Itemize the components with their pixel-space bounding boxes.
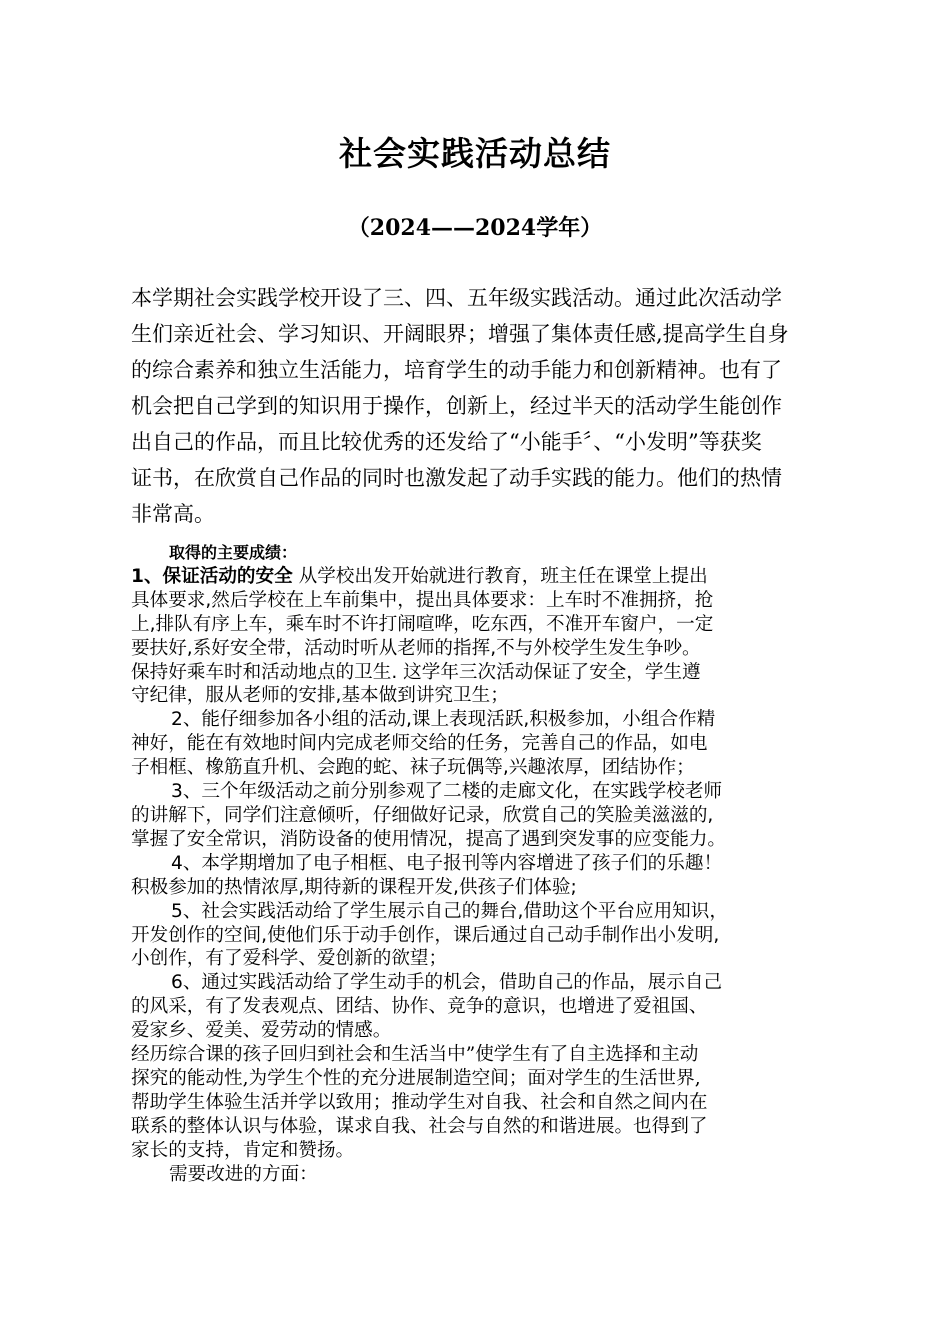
item-1-line: 保持好乘车时和活动地点的卫生. 这学年三次活动保证了安全，学生遵 [131,661,701,683]
item-5-line: 开发创作的空间,使他们乐于动手创作，课后通过自己动手制作出小发明, [131,924,720,946]
item-3-line: 掌握了安全常识，消防设备的使用情况，提高了遇到突发事的应变能力。 [131,828,727,850]
achievements-heading: 取得的主要成绩： [169,543,298,562]
item-2 [131,708,836,780]
experience-line: 联系的整体认识与体验，谋求自我、社会与自然的和谐进展。也得到了 [131,1115,708,1137]
experience-line: 综合课的孩子回归到社会和生活当中”使学生有了自主选择和主动 [168,1044,699,1066]
item-2-line: 子相框、橡筋直升机、会跑的蛇、袜子玩偶等,兴趣浓厚，团结协作； [131,757,695,779]
document-subtitle: （2024——2024学年） [347,215,603,241]
item-4-line: 4、本学期增加了电子相框、电子报刊等内容增进了孩子们的乐趣！ [171,852,723,874]
item-1-line: 上,排队有序上车，乘车时不许打闹喧哗，吃东西，不准开车窗户，一定 [131,613,714,635]
item-3 [131,780,836,852]
intro-line: 本学期社会实践学校开设了三、四、五年级实践活动。通过此次活动学 [131,286,782,310]
item-1-line: 具体要求,然后学校在上车前集中，提出具体要求：上车时不准拥挤，抢 [131,589,714,611]
intro-line: 出自己的作品，而且比较优秀的还发给了“小能手〞、“小发明”等获奖 [131,430,762,454]
achievements-section [131,541,836,1186]
item-6-line: 的风采，有了发表观点、团结、协作、竞争的意识，也增进了爱祖国、 [131,996,708,1018]
item-1 [131,565,836,708]
item-2-line: 2、能仔细参加各小组的活动,课上表现活跃,积极参加，小组合作精 [171,709,716,731]
intro-line: 证书，在欣赏自己作品的同时也激发起了动手实践的能力。他们的热情 [131,466,782,490]
item-3-line: 3、三个年级活动之前分别参观了二楼的走廊文化，在实践学校老师 [171,781,723,803]
item-6-line: 6、通过实践活动给了学生动手的机会，借助自己的作品，展示自己 [171,972,723,994]
item-5-line: 5、社会实践活动给了学生展示自己的舞台,借助这个平台应用知识， [171,900,728,922]
item-1-line: 守纪律，服从老师的安排,基本做到讲究卫生； [131,685,509,707]
experience-line: 家长的支持，肯定和赞扬。 [131,1139,355,1161]
item-6-line: 爱家乡、爱美、爱劳动的情感。 [131,1020,392,1042]
item-4-line: 积极参加的热情浓厚,期待新的课程开发,供孩子们体验; [131,876,577,898]
document-title: 社会实践活动总结 [339,134,611,173]
experience-line: 探究的能动性,为学生个性的充分进展制造空间；面对学生的生活世界, [131,1067,701,1089]
intro-line: 生们亲近社会、学习知识、开阔眼界；增强了集体责任感,提高学生自身 [131,322,789,346]
item-4 [131,852,836,900]
item-5 [131,900,836,972]
item-3-line: 的讲解下，同学们注意倾听，仔细做好记录，欣赏自己的笑脸美滋滋的, [131,804,714,826]
improvements-heading: 需要改进的方面： [169,1163,318,1185]
item-1-lead: 1、保证活动的安全 [131,565,293,587]
experience-line: 帮助学生体验生活并学以致用；推动学生对自我、社会和自然之间内在 [131,1091,708,1113]
item-2-line: 神好，能在有效地时间内完成老师交给的任务，完善自己的作品，如电 [131,733,708,755]
intro-paragraph [131,280,831,532]
item-6 [131,971,836,1043]
intro-line: 的综合素养和独立生活能力，培育学生的动手能力和创新精神。也有了 [131,358,782,382]
experience-lead: 经历 [131,1044,169,1066]
item-5-line: 小创作，有了爱科学、爱创新的欲望； [131,948,448,970]
item-1-line: 要扶好,系好安全带，活动时听从老师的指挥,不与外校学生发生争吵。 [131,637,701,659]
experience-paragraph [131,1043,836,1163]
item-1-line: 从学校出发开始就进行教育，班主任在课堂上提出 [292,565,708,587]
intro-line: 机会把自己学到的知识用于操作，创新上，经过半天的活动学生能创作 [131,394,782,418]
intro-line: 非常高。 [131,502,215,526]
